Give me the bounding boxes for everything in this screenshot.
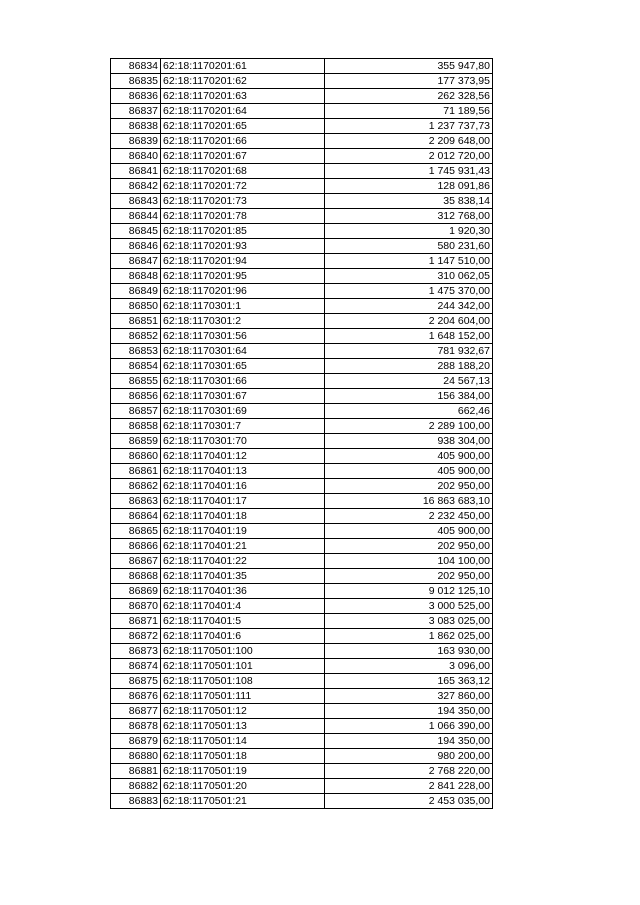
row-number-cell: 86849 [111,284,161,299]
cadastral-value-cell: 2 453 035,00 [325,794,493,809]
table-row [111,779,493,794]
row-number-cell: 86876 [111,689,161,704]
table-row [111,89,493,104]
cadastral-number-cell: 62:18:1170401:5 [161,614,325,629]
cadastral-value-cell: 128 091,86 [325,179,493,194]
table-row [111,659,493,674]
cadastral-value-cell: 3 096,00 [325,659,493,674]
row-number-cell: 86839 [111,134,161,149]
cadastral-value-cell: 3 000 525,00 [325,599,493,614]
cadastral-number-cell: 62:18:1170501:14 [161,734,325,749]
cadastral-value-cell: 312 768,00 [325,209,493,224]
row-number-cell: 86874 [111,659,161,674]
cadastral-value-cell: 156 384,00 [325,389,493,404]
table-row [111,689,493,704]
row-number-cell: 86873 [111,644,161,659]
table-row [111,614,493,629]
table-row [111,179,493,194]
cadastral-number-cell: 62:18:1170401:35 [161,569,325,584]
cadastral-number-cell: 62:18:1170501:12 [161,704,325,719]
table-row [111,674,493,689]
cadastral-number-cell: 62:18:1170301:65 [161,359,325,374]
cadastral-value-cell: 194 350,00 [325,734,493,749]
cadastral-value-cell: 24 567,13 [325,374,493,389]
cadastral-value-cell: 2 012 720,00 [325,149,493,164]
row-number-cell: 86879 [111,734,161,749]
cadastral-number-cell: 62:18:1170401:12 [161,449,325,464]
table-row [111,239,493,254]
cadastral-value-cell: 165 363,12 [325,674,493,689]
table-row [111,254,493,269]
row-number-cell: 86853 [111,344,161,359]
table-row [111,449,493,464]
cadastral-number-cell: 62:18:1170301:64 [161,344,325,359]
table-row [111,299,493,314]
table-row [111,149,493,164]
table-row [111,344,493,359]
row-number-cell: 86845 [111,224,161,239]
table-row [111,389,493,404]
cadastral-value-cell: 177 373,95 [325,74,493,89]
cadastral-value-cell: 1 066 390,00 [325,719,493,734]
row-number-cell: 86856 [111,389,161,404]
row-number-cell: 86875 [111,674,161,689]
table-row [111,359,493,374]
cadastral-value-cell: 1 237 737,73 [325,119,493,134]
row-number-cell: 86868 [111,569,161,584]
table-row [111,719,493,734]
cadastral-number-cell: 62:18:1170201:68 [161,164,325,179]
row-number-cell: 86882 [111,779,161,794]
row-number-cell: 86850 [111,299,161,314]
cadastral-number-cell: 62:18:1170401:19 [161,524,325,539]
cadastral-value-cell: 202 950,00 [325,569,493,584]
cadastral-value-cell: 202 950,00 [325,539,493,554]
cadastral-number-cell: 62:18:1170201:95 [161,269,325,284]
row-number-cell: 86881 [111,764,161,779]
table-row [111,794,493,809]
cadastral-number-cell: 62:18:1170401:21 [161,539,325,554]
row-number-cell: 86864 [111,509,161,524]
table-body [111,59,493,809]
cadastral-number-cell: 62:18:1170201:78 [161,209,325,224]
cadastral-number-cell: 62:18:1170301:67 [161,389,325,404]
table-row [111,269,493,284]
cadastral-value-cell: 16 863 683,10 [325,494,493,509]
table-row [111,119,493,134]
row-number-cell: 86857 [111,404,161,419]
row-number-cell: 86862 [111,479,161,494]
cadastral-value-cell: 288 188,20 [325,359,493,374]
cadastral-value-cell: 580 231,60 [325,239,493,254]
cadastral-number-cell: 62:18:1170401:17 [161,494,325,509]
table-row [111,509,493,524]
cadastral-number-cell: 62:18:1170401:16 [161,479,325,494]
table-row [111,494,493,509]
cadastral-number-cell: 62:18:1170501:21 [161,794,325,809]
cadastral-value-cell: 244 342,00 [325,299,493,314]
row-number-cell: 86859 [111,434,161,449]
cadastral-number-cell: 62:18:1170301:56 [161,329,325,344]
cadastral-number-cell: 62:18:1170201:96 [161,284,325,299]
cadastral-value-cell: 327 860,00 [325,689,493,704]
cadastral-value-cell: 2 841 228,00 [325,779,493,794]
cadastral-value-cell: 3 083 025,00 [325,614,493,629]
cadastral-value-cell: 662,46 [325,404,493,419]
cadastral-number-cell: 62:18:1170401:4 [161,599,325,614]
cadastral-number-cell: 62:18:1170501:20 [161,779,325,794]
row-number-cell: 86867 [111,554,161,569]
cadastral-number-cell: 62:18:1170201:67 [161,149,325,164]
cadastral-value-cell: 2 209 648,00 [325,134,493,149]
cadastral-number-cell: 62:18:1170301:1 [161,299,325,314]
cadastral-value-cell: 2 289 100,00 [325,419,493,434]
table-row [111,644,493,659]
table-row [111,464,493,479]
cadastral-number-cell: 62:18:1170201:62 [161,74,325,89]
cadastral-number-cell: 62:18:1170201:64 [161,104,325,119]
row-number-cell: 86841 [111,164,161,179]
row-number-cell: 86865 [111,524,161,539]
table-row [111,584,493,599]
row-number-cell: 86840 [111,149,161,164]
cadastral-number-cell: 62:18:1170201:85 [161,224,325,239]
table-row [111,404,493,419]
cadastral-value-cell: 1 147 510,00 [325,254,493,269]
table-row [111,734,493,749]
cadastral-value-cell: 1 920,30 [325,224,493,239]
table-row [111,479,493,494]
cadastral-value-cell: 1 745 931,43 [325,164,493,179]
cadastral-number-cell: 62:18:1170301:2 [161,314,325,329]
row-number-cell: 86848 [111,269,161,284]
table-row [111,74,493,89]
table-row [111,134,493,149]
row-number-cell: 86852 [111,329,161,344]
row-number-cell: 86869 [111,584,161,599]
cadastral-number-cell: 62:18:1170201:93 [161,239,325,254]
cadastral-value-cell: 310 062,05 [325,269,493,284]
row-number-cell: 86846 [111,239,161,254]
cadastral-number-cell: 62:18:1170501:100 [161,644,325,659]
cadastral-number-cell: 62:18:1170501:13 [161,719,325,734]
cadastral-number-cell: 62:18:1170401:18 [161,509,325,524]
table-row [111,749,493,764]
cadastral-value-cell: 980 200,00 [325,749,493,764]
cadastral-value-cell: 71 189,56 [325,104,493,119]
cadastral-value-cell: 163 930,00 [325,644,493,659]
table-row [111,59,493,74]
table-row [111,314,493,329]
cadastral-number-cell: 62:18:1170201:73 [161,194,325,209]
table-row [111,194,493,209]
row-number-cell: 86855 [111,374,161,389]
cadastral-number-cell: 62:18:1170501:19 [161,764,325,779]
table-row [111,569,493,584]
cadastral-value-cell: 2 232 450,00 [325,509,493,524]
cadastral-number-cell: 62:18:1170201:72 [161,179,325,194]
cadastral-value-cell: 194 350,00 [325,704,493,719]
table-row [111,524,493,539]
cadastral-value-cell: 9 012 125,10 [325,584,493,599]
row-number-cell: 86871 [111,614,161,629]
cadastral-value-cell: 781 932,67 [325,344,493,359]
row-number-cell: 86837 [111,104,161,119]
cadastral-value-cell: 35 838,14 [325,194,493,209]
table-row [111,704,493,719]
table-row [111,599,493,614]
row-number-cell: 86843 [111,194,161,209]
cadastral-number-cell: 62:18:1170301:70 [161,434,325,449]
row-number-cell: 86854 [111,359,161,374]
cadastral-value-cell: 1 862 025,00 [325,629,493,644]
table-row [111,164,493,179]
row-number-cell: 86878 [111,719,161,734]
row-number-cell: 86861 [111,464,161,479]
table-row [111,539,493,554]
row-number-cell: 86844 [111,209,161,224]
cadastral-value-cell: 1 648 152,00 [325,329,493,344]
cadastral-value-cell: 405 900,00 [325,464,493,479]
row-number-cell: 86838 [111,119,161,134]
table-row [111,284,493,299]
cadastral-number-cell: 62:18:1170401:36 [161,584,325,599]
cadastral-value-cell: 938 304,00 [325,434,493,449]
row-number-cell: 86872 [111,629,161,644]
cadastral-value-cell: 355 947,80 [325,59,493,74]
cadastral-number-cell: 62:18:1170401:22 [161,554,325,569]
cadastral-value-cell: 1 475 370,00 [325,284,493,299]
cadastral-number-cell: 62:18:1170501:108 [161,674,325,689]
cadastral-number-cell: 62:18:1170201:65 [161,119,325,134]
row-number-cell: 86834 [111,59,161,74]
cadastral-value-cell: 104 100,00 [325,554,493,569]
cadastral-number-cell: 62:18:1170201:66 [161,134,325,149]
cadastral-value-cell: 2 204 604,00 [325,314,493,329]
cadastral-number-cell: 62:18:1170501:101 [161,659,325,674]
table-row [111,224,493,239]
cadastral-number-cell: 62:18:1170301:66 [161,374,325,389]
row-number-cell: 86847 [111,254,161,269]
cadastral-number-cell: 62:18:1170501:18 [161,749,325,764]
row-number-cell: 86883 [111,794,161,809]
row-number-cell: 86870 [111,599,161,614]
table-row [111,209,493,224]
cadastral-number-cell: 62:18:1170201:61 [161,59,325,74]
table-row [111,419,493,434]
cadastral-value-cell: 262 328,56 [325,89,493,104]
cadastral-value-cell: 405 900,00 [325,449,493,464]
cadastral-value-cell: 202 950,00 [325,479,493,494]
cadastral-number-cell: 62:18:1170201:63 [161,89,325,104]
row-number-cell: 86836 [111,89,161,104]
cadastral-number-cell: 62:18:1170301:69 [161,404,325,419]
row-number-cell: 86863 [111,494,161,509]
table-row [111,374,493,389]
cadastral-number-cell: 62:18:1170301:7 [161,419,325,434]
row-number-cell: 86866 [111,539,161,554]
table-row [111,104,493,119]
row-number-cell: 86851 [111,314,161,329]
row-number-cell: 86835 [111,74,161,89]
table-row [111,434,493,449]
cadastral-number-cell: 62:18:1170501:111 [161,689,325,704]
cadastral-value-table [110,58,493,809]
table-row [111,629,493,644]
table-row [111,329,493,344]
cadastral-number-cell: 62:18:1170201:94 [161,254,325,269]
cadastral-number-cell: 62:18:1170401:6 [161,629,325,644]
table-row [111,764,493,779]
row-number-cell: 86858 [111,419,161,434]
cadastral-value-cell: 2 768 220,00 [325,764,493,779]
cadastral-value-cell: 405 900,00 [325,524,493,539]
cadastral-number-cell: 62:18:1170401:13 [161,464,325,479]
row-number-cell: 86842 [111,179,161,194]
row-number-cell: 86877 [111,704,161,719]
row-number-cell: 86860 [111,449,161,464]
row-number-cell: 86880 [111,749,161,764]
table-row [111,554,493,569]
